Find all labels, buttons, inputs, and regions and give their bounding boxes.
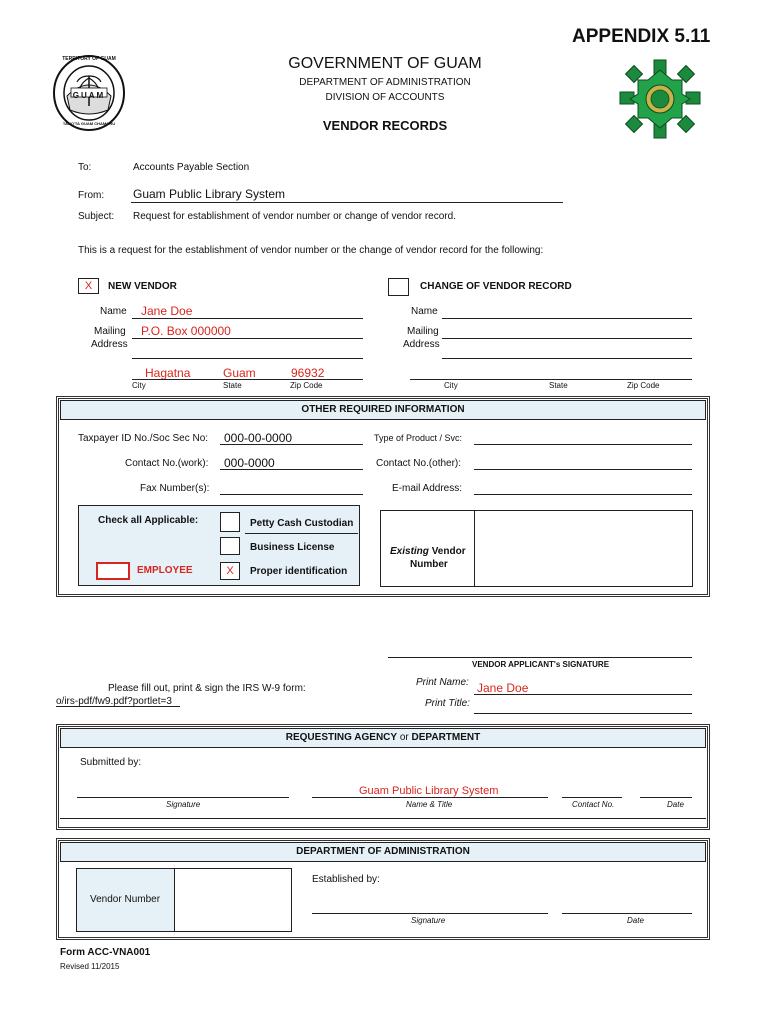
zip-label: Zip Code (290, 381, 323, 390)
subject-value: Request for establishment of vendor number or change of vendor record. (133, 211, 456, 222)
mailing-value[interactable]: P.O. Box 000000 (141, 324, 231, 338)
proper-id-checkbox[interactable]: X (220, 562, 240, 580)
department-name: DEPARTMENT OF ADMINISTRATION (299, 77, 471, 88)
contact-no-label: Contact No. (572, 800, 615, 809)
contact-work-label: Contact No.(work): (125, 458, 209, 469)
address-label: Address (91, 339, 128, 350)
form-id: Form ACC-VNA001 (60, 947, 151, 958)
vendor-number-field[interactable] (174, 868, 292, 932)
existing-vendor-number-label: Number (410, 559, 448, 570)
doa-header: DEPARTMENT OF ADMINISTRATION (60, 842, 706, 862)
name-value[interactable]: Jane Doe (141, 304, 193, 318)
change-city-label: City (444, 381, 458, 390)
to-label: To: (78, 162, 92, 173)
irs-link[interactable]: o/irs-pdf/fw9.pdf?portlet=3 (56, 696, 172, 707)
existing-vendor-number-field[interactable] (474, 510, 693, 587)
requesting-date-label: Date (667, 800, 684, 809)
doa-seal-icon (618, 58, 702, 140)
from-value[interactable]: Guam Public Library System (133, 187, 286, 201)
agency-name-value[interactable]: Guam Public Library System (359, 785, 499, 797)
state-value[interactable]: Guam (223, 366, 256, 380)
contact-work-value[interactable]: 000-0000 (224, 456, 275, 470)
print-name-label: Print Name: (416, 677, 469, 688)
from-label: From: (78, 190, 105, 201)
vendor-number-label: Vendor Number (90, 894, 161, 905)
division-name: DIVISION OF ACCOUNTS (325, 92, 445, 103)
city-label: City (132, 381, 146, 390)
employee-checkbox[interactable] (96, 562, 130, 580)
appendix-label: APPENDIX 5.11 (572, 26, 711, 47)
established-by-label: Established by: (312, 874, 380, 885)
change-vendor-checkbox[interactable] (388, 278, 409, 296)
existing-vendor-label: Existing Vendor (390, 546, 466, 557)
petty-cash-checkbox[interactable] (220, 512, 240, 532)
print-name-value[interactable]: Jane Doe (477, 681, 529, 695)
other-info-header: OTHER REQUIRED INFORMATION (60, 400, 706, 420)
new-vendor-checkbox[interactable]: X (78, 278, 99, 294)
doa-date-label: Date (627, 916, 644, 925)
seal-bottom-text: TANO'TA GUAM CHAMORU (62, 121, 116, 126)
proper-id-label: Proper identification (250, 566, 348, 577)
employee-label: EMPLOYEE (137, 565, 193, 576)
contact-other-label: Contact No.(other): (376, 458, 462, 469)
form-title: VENDOR RECORDS (322, 118, 448, 133)
check-all-label: Check all Applicable: (98, 515, 199, 526)
irs-note: Please fill out, print & sign the IRS W-9 form: (108, 683, 306, 694)
name-label: Name (100, 306, 127, 317)
fax-label: Fax Number(s): (140, 483, 210, 494)
print-title-label: Print Title: (425, 698, 470, 709)
business-license-label: Business License (250, 542, 335, 553)
change-zip-label: Zip Code (627, 381, 660, 390)
revised-date: Revised 11/2015 (60, 962, 120, 971)
intro-text: This is a request for the establishment of vendor number or the change of vendor record for the following: (78, 245, 544, 256)
state-label: State (223, 381, 242, 390)
seal-center-text: GUAM (72, 91, 106, 100)
mailing-label: Mailing (94, 326, 126, 337)
product-label: Type of Product / Svc: (374, 433, 463, 443)
requesting-signature-label: Signature (166, 800, 201, 809)
taxpayer-label: Taxpayer ID No./Soc Sec No: (78, 433, 209, 444)
doa-signature-label: Signature (411, 916, 446, 925)
change-name-label: Name (411, 306, 438, 317)
name-title-label: Name & Title (406, 800, 453, 809)
submitted-by-label: Submitted by: (80, 757, 142, 768)
applicant-signature-label: VENDOR APPLICANT's SIGNATURE (472, 660, 610, 669)
petty-cash-label: Petty Cash Custodian (250, 518, 354, 529)
requesting-header: REQUESTING AGENCY or DEPARTMENT (60, 728, 706, 748)
email-label: E-mail Address: (392, 483, 463, 494)
change-state-label: State (549, 381, 568, 390)
change-address-label: Address (403, 339, 440, 350)
change-vendor-label: CHANGE OF VENDOR RECORD (420, 281, 572, 292)
taxpayer-value[interactable]: 000-00-0000 (224, 431, 293, 445)
city-value[interactable]: Hagatna (145, 366, 191, 380)
change-mailing-label: Mailing (407, 326, 439, 337)
subject-label: Subject: (78, 211, 115, 222)
page-title: GOVERNMENT OF GUAM (288, 55, 482, 72)
zip-value[interactable]: 96932 (291, 366, 325, 380)
seal-top-text: TERRITORY OF GUAM (62, 56, 116, 62)
business-license-checkbox[interactable] (220, 537, 240, 555)
to-value: Accounts Payable Section (133, 162, 250, 173)
new-vendor-label: NEW VENDOR (108, 281, 177, 292)
